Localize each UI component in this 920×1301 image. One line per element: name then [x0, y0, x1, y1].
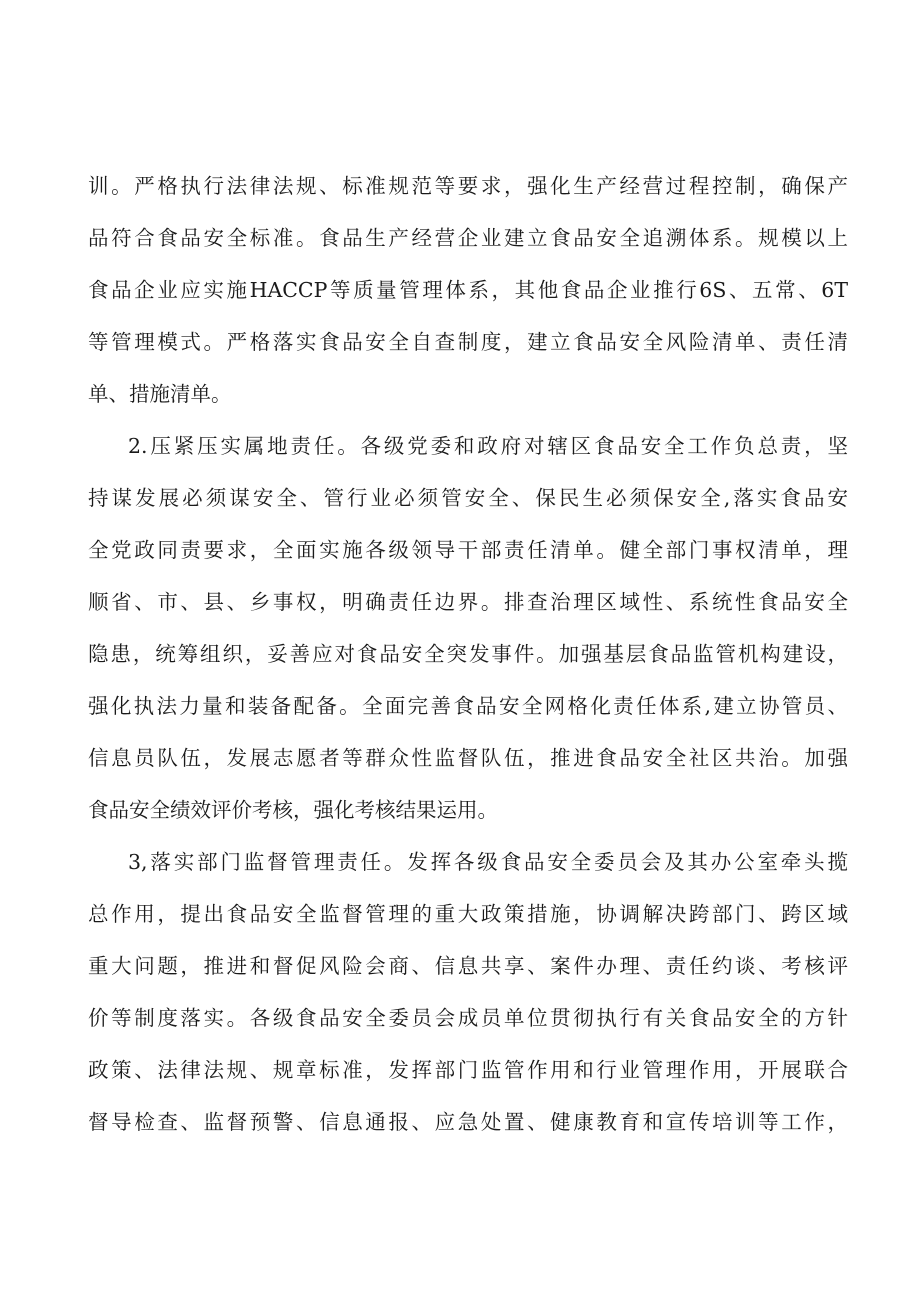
text-line: 食品企业应实施HACCP等质量管理体系，其他食品企业推行6S、五常、6T	[88, 278, 848, 302]
text-line: 全党政同责要求，全面实施各级领导干部责任清单。健全部门事权清单，理	[88, 538, 848, 562]
text-line: 等管理模式。严格落实食品安全自查制度，建立食品安全风险清单、责任清	[88, 330, 848, 354]
text-line: 价等制度落实。各级食品安全委员会成员单位贯彻执行有关食品安全的方针	[88, 1006, 848, 1030]
text-line: 政策、法律法规、规章标准，发挥部门监管作用和行业管理作用，开展联合	[88, 1058, 848, 1082]
text-line: 顺省、市、县、乡事权，明确责任边界。排查治理区域性、系统性食品安全	[88, 590, 848, 614]
text-line: 品符合食品安全标准。食品生产经营企业建立食品安全追溯体系。规模以上	[88, 226, 848, 250]
text-line: 持谋发展必须谋安全、管行业必须管安全、保民生必须保安全,落实食品安	[88, 486, 848, 510]
paragraph-start-line: 3,落实部门监督管理责任。发挥各级食品安全委员会及其办公室牵头揽	[128, 850, 848, 874]
text-line: 隐患，统筹组织，妥善应对食品安全突发事件。加强基层食品监管机构建设，	[88, 642, 848, 666]
text-line: 强化执法力量和装备配备。全面完善食品安全网格化责任体系,建立协管员、	[88, 694, 848, 718]
text-line: 食品安全绩效评价考核，强化考核结果运用。	[88, 798, 498, 822]
text-line: 信息员队伍，发展志愿者等群众性监督队伍，推进食品安全社区共治。加强	[88, 746, 848, 770]
text-line: 单、措施清单。	[88, 382, 232, 406]
text-line: 总作用，提出食品安全监督管理的重大政策措施，协调解决跨部门、跨区域	[88, 902, 848, 926]
text-line: 训。严格执行法律法规、标准规范等要求，强化生产经营过程控制，确保产	[88, 174, 848, 198]
paragraph-start-line: 2.压紧压实属地责任。各级党委和政府对辖区食品安全工作负总责，坚	[128, 434, 848, 458]
text-line: 重大问题，推进和督促风险会商、信息共享、案件办理、责任约谈、考核评	[88, 954, 848, 978]
text-line: 督导检查、监督预警、信息通报、应急处置、健康教育和宣传培训等工作，	[88, 1110, 848, 1134]
